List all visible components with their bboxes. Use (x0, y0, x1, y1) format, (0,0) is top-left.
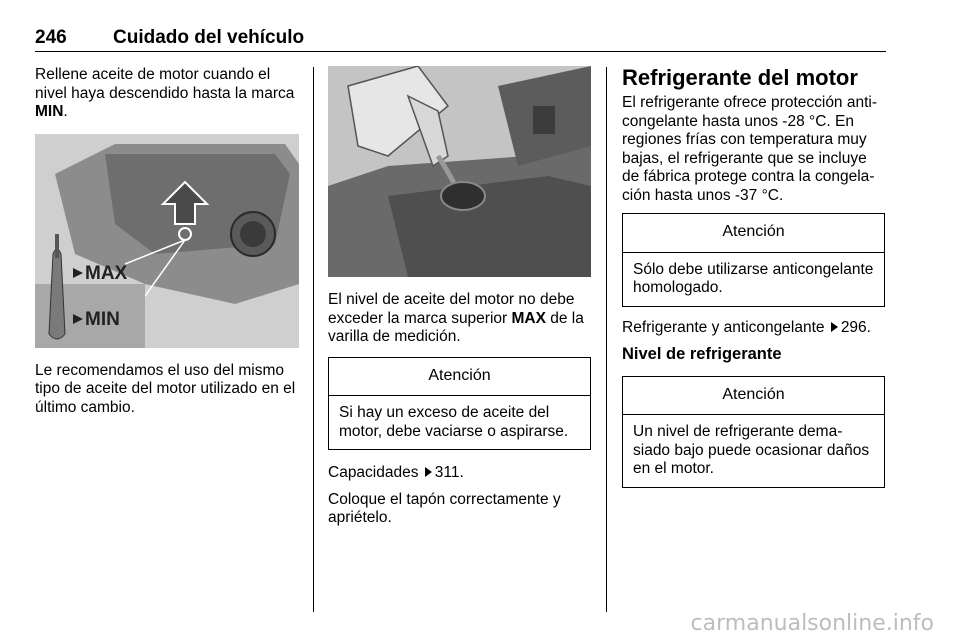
notice-body: Un nivel de refrigerante demasiado bajo puede ocasionar daños en el motor. (633, 423, 870, 477)
paragraph-max-level: El nivel de aceite del motor no debe exceder la marca superior MAX de la varilla de medición. (328, 291, 584, 345)
paragraph-cap: Coloque el tapón correctamente y apriételo. (328, 490, 561, 526)
antifreeze-reference: Refrigerante y anticongelante 296. (622, 318, 871, 336)
page-number: 246 (35, 27, 67, 48)
capacities-reference: Capacidades 311. (328, 464, 464, 481)
header-rule (35, 51, 886, 52)
column-divider-2 (606, 67, 607, 612)
notice-title: Atención (329, 358, 590, 397)
notice-box-oil (328, 357, 591, 451)
engine-dipstick-illustration (35, 134, 299, 348)
paragraph-recommend: Le recomendamos el uso del mismo tipo de aceite del motor utilizado en el último cambio. (35, 361, 296, 416)
oil-pouring-illustration (328, 66, 591, 277)
notice-title: Atención (623, 377, 884, 416)
dipstick-max-label: MAX (85, 262, 128, 284)
page-ref-icon (831, 322, 838, 332)
notice-body: Si hay un exceso de aceite del motor, debe vaciarse o aspirarse. (339, 404, 569, 440)
column-2 (328, 66, 591, 536)
paragraph-refill: Rellene aceite de motor cuando el nivel haya descendido hasta la marca MIN. (35, 66, 295, 120)
column-1 (35, 66, 299, 425)
column-divider-1 (313, 67, 314, 612)
max-mark-text: MAX (511, 309, 546, 327)
page-header (35, 27, 304, 49)
notice-title: Atención (623, 214, 884, 253)
paragraph-coolant: El refrigerante ofrece protección anticongelante hasta unos -28 °C. En regiones frías con temperatura muy bajas, el refrigerante que se incluye de fábrica protege contra la congelación hasta unos -37 °C. (622, 94, 878, 204)
dipstick-min-label: MIN (85, 308, 120, 330)
notice-body: Sólo debe utilizarse anticongelante homologado. (633, 260, 874, 296)
page-ref-icon (425, 467, 432, 477)
watermark: carmanualsonline.info (690, 611, 934, 636)
column-3 (622, 66, 885, 488)
page-title: Cuidado del vehículo (113, 27, 305, 48)
notice-box-coolant-level (622, 376, 885, 488)
subheading-coolant-level: Nivel de refrigerante (622, 345, 782, 363)
section-heading-coolant: Refrigerante del motor (622, 65, 858, 90)
notice-box-antifreeze (622, 213, 885, 307)
min-mark-text: MIN (35, 103, 64, 120)
